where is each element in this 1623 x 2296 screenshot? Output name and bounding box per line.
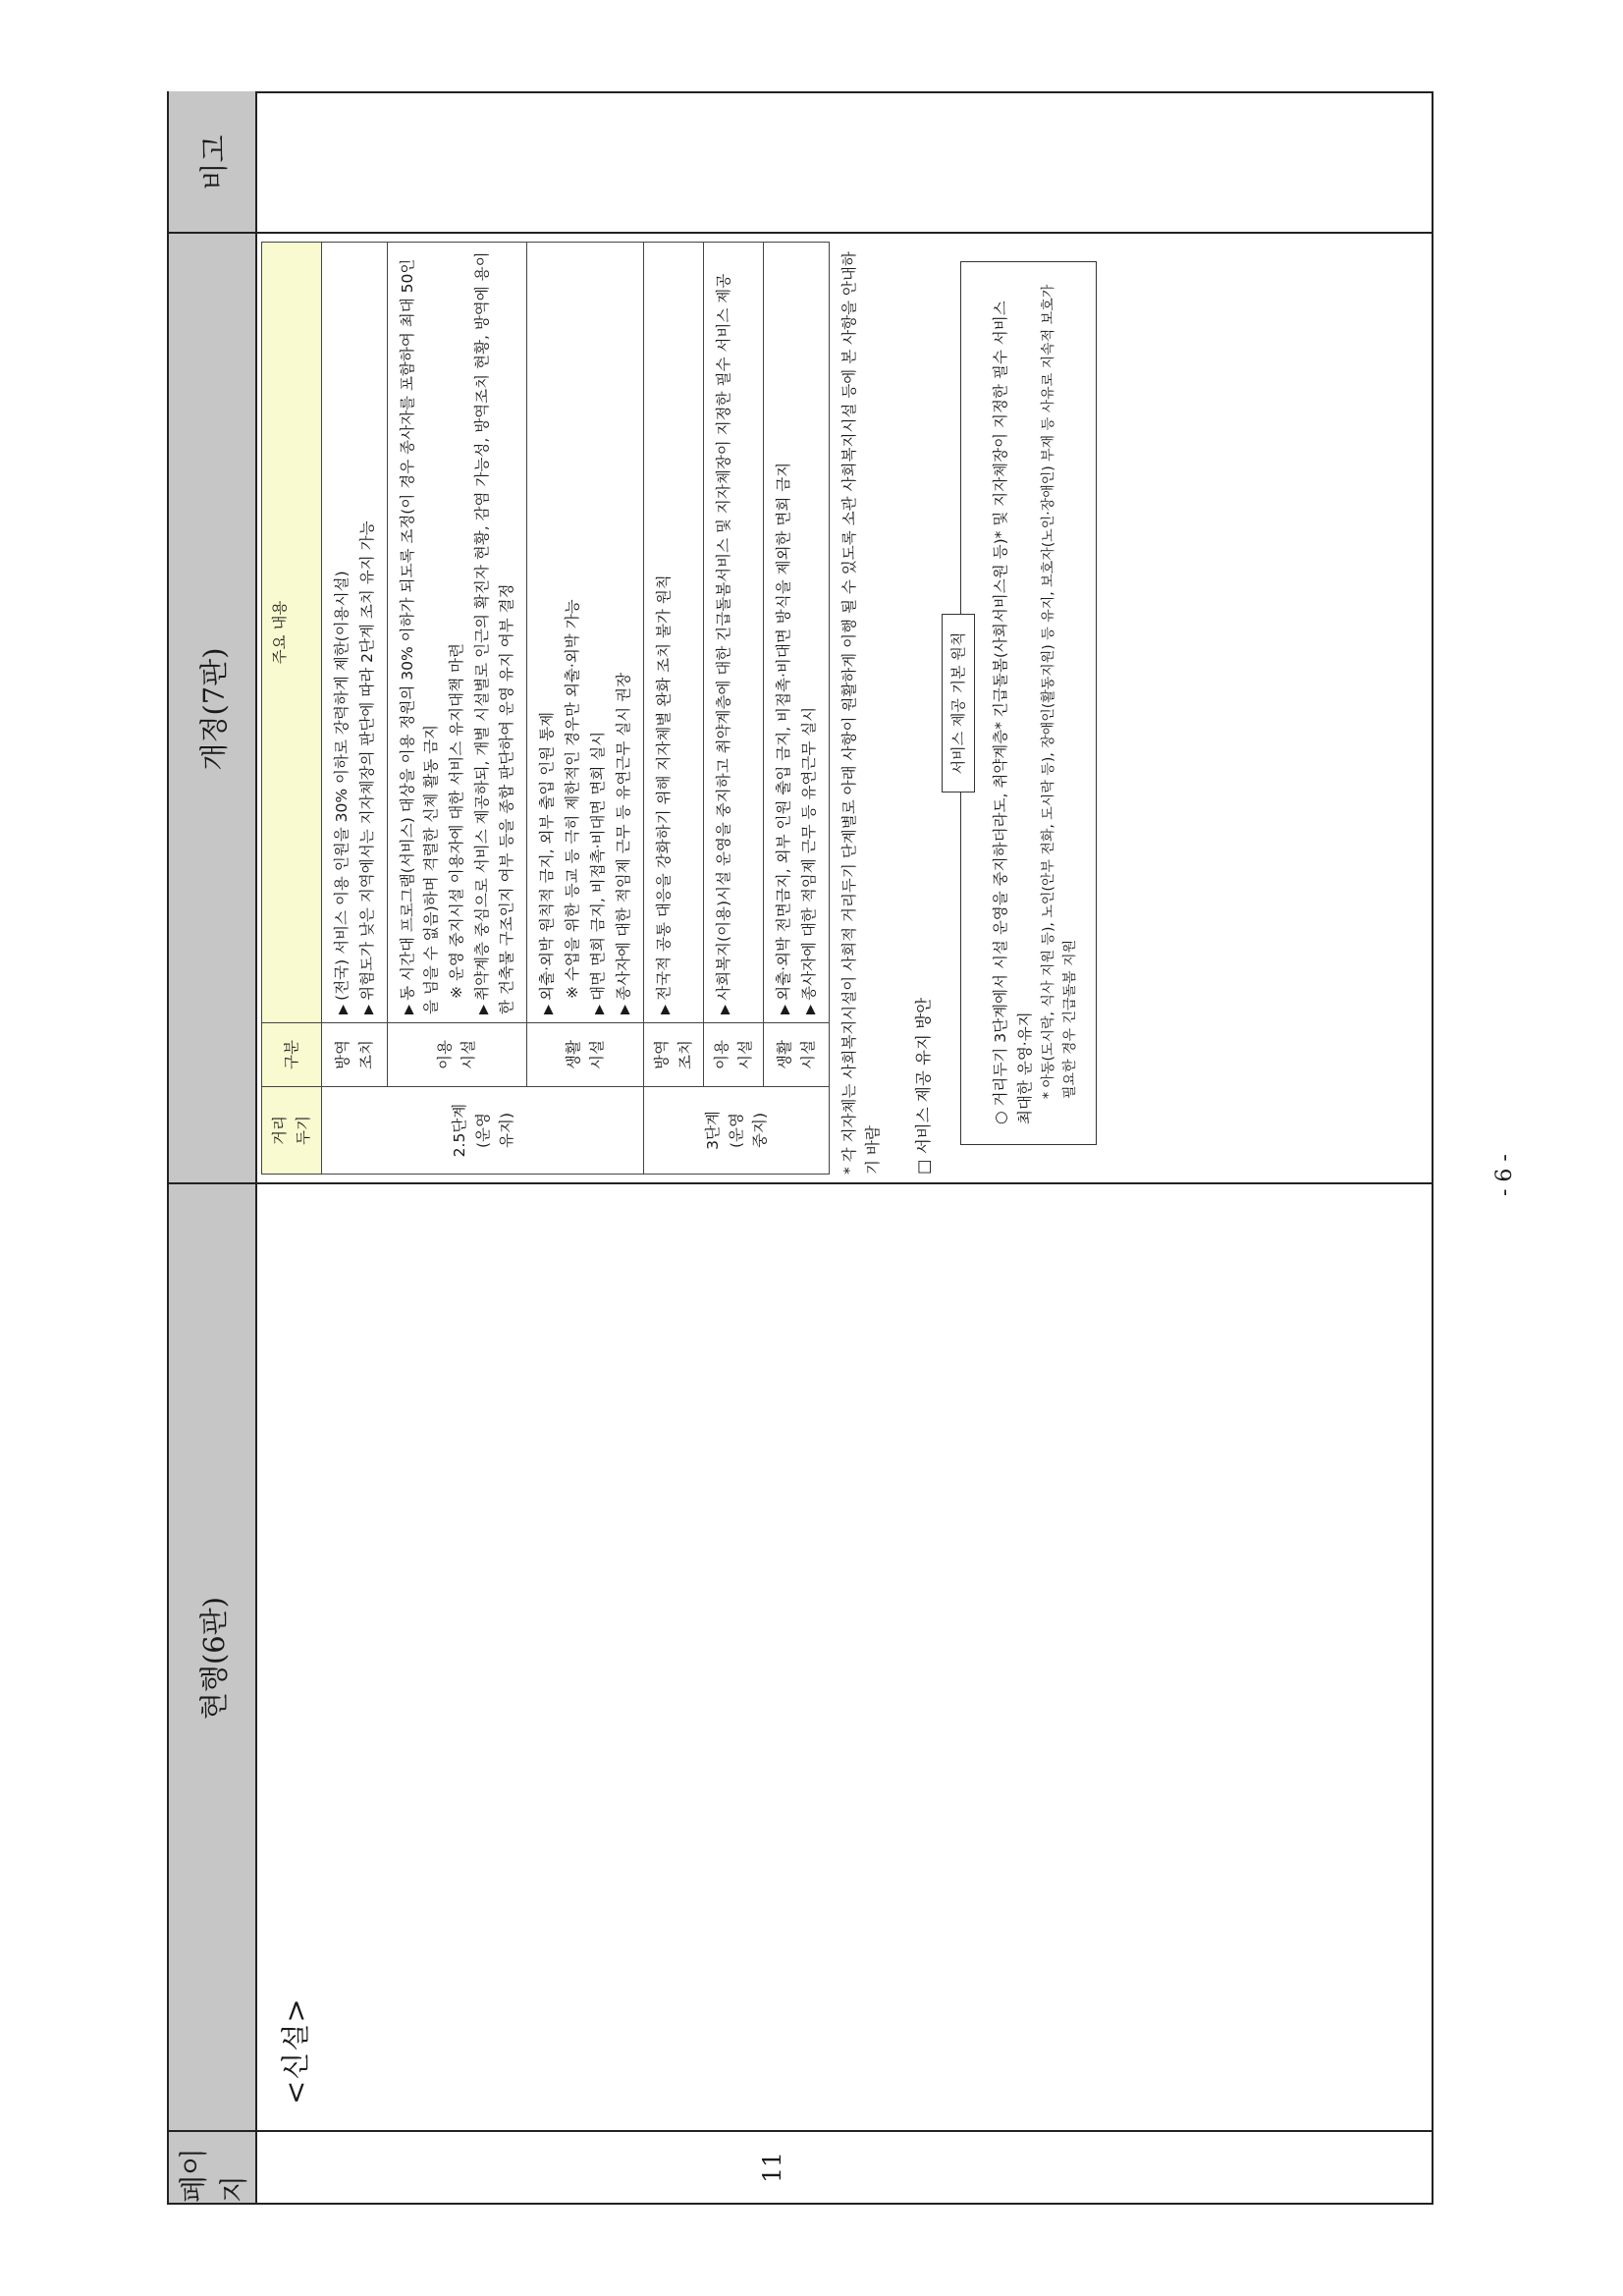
content-cell bbox=[764, 243, 830, 1023]
category-label: 방역 조치 bbox=[322, 1023, 388, 1087]
stage-row bbox=[322, 243, 388, 1175]
stage-row bbox=[388, 243, 526, 1175]
principle-box-title: 서비스 제공 기본 원칙 bbox=[942, 614, 975, 793]
divider bbox=[169, 2130, 1432, 2132]
col-head-dist: 거리 두기 bbox=[262, 1087, 322, 1175]
content-cell bbox=[644, 243, 704, 1023]
bullet-item: ▶ 종사자에 대한 적임제 근무 등 유연근무 실시 권장 bbox=[612, 250, 635, 1014]
stage-row bbox=[764, 243, 830, 1175]
bullet-item: ▶ 종사자에 대한 적임제 근무 등 유연근무 실시 bbox=[797, 250, 821, 1014]
stage-label: 3단계 (운영 중지) bbox=[644, 1087, 830, 1175]
bullet-item: ▶ 사회복지(이용)시설 운영을 중지하고 취약계층에 대한 긴급돌봄서비스 및 지자체장이 지정한 필수 서비스 제공 bbox=[712, 250, 735, 1014]
revised-content bbox=[261, 242, 1097, 1175]
bullet-item: ▶ 외출·외박 전면금지, 외부 인원 출입 금지, 비접촉·비대면 방식을 제외한 면회 금지 bbox=[772, 250, 795, 1014]
stage-label: 2.5단계 (운영 유지) bbox=[322, 1087, 644, 1175]
principle-footnote: * 아동(도시락, 식사 지원 등), 노인(안부 전화, 도시락 등), 장애인(활동지원) 등 유지, 보호자(노인·장애인) 부재 등 사유로 지속적 보호가 필요한 경우 긴급돌봄 지원 bbox=[1040, 284, 1079, 1099]
note-item: ※ 수업을 위한 등교 등 극히 제한적인 경우만 외출·외박 가능 bbox=[563, 599, 581, 999]
category-label: 생활 시설 bbox=[526, 1023, 643, 1087]
category-label: 이용 시설 bbox=[704, 1023, 764, 1087]
header-revised: 개정(7판) bbox=[169, 234, 257, 1184]
header-note: 비고 bbox=[169, 91, 257, 234]
bullet-item: ▶ 대면 면회 금지, 비접촉·비대면 면회 실시 bbox=[586, 250, 610, 1014]
divider bbox=[169, 232, 1432, 234]
note-item: ※ 운영 중지시설 이용자에 대한 서비스 유지대책 마련 bbox=[448, 643, 466, 999]
col-head-cat: 구분 bbox=[262, 1023, 322, 1087]
stage-row bbox=[526, 243, 643, 1175]
content-cell bbox=[526, 243, 643, 1023]
bullet-item: ▶ 전국적 공통 대응을 강화하기 위해 지자체별 완화 조치 불가 원칙 bbox=[652, 250, 676, 1014]
page-footer: - 6 - bbox=[1492, 1154, 1517, 1196]
bullet-item: ▶ 외출·외박 원칙적 금지, 외부 출입 인원 통제 bbox=[535, 250, 559, 1014]
page-number-cell: 11 bbox=[758, 2152, 786, 2183]
bullet-item: ▶ 위험도가 낮은 지역에서는 지자체장의 판단에 따라 2단계 조치 유지 가능 bbox=[355, 250, 379, 1014]
current-text: <신설> bbox=[279, 1997, 312, 2105]
star-note: * 각 지자체는 사회복지시설이 사회적 거리두기 단계별로 아래 사항이 원활하게 이행 될 수 있도록 소관 사회복지시설 등에 본 사항을 안내하기 바람 bbox=[840, 251, 883, 1175]
stage-row bbox=[644, 243, 704, 1175]
principle-line: ○ 거리두기 3단계에서 시설 운영을 중지하더라도, 취약계층* 긴급돌봄(사회서비스원 등)* 및 지자체장이 지정한 필수 서비스 최대한 운영·유지 bbox=[992, 301, 1034, 1124]
content-cell bbox=[322, 243, 388, 1023]
stage-3-rows bbox=[644, 243, 830, 1175]
category-label: 방역 조치 bbox=[644, 1023, 704, 1087]
comparison-table bbox=[167, 91, 1434, 2205]
distancing-table bbox=[261, 242, 830, 1175]
bullet-item: ▶ (전국) 서비스 이용 인원을 30% 이하로 강력하게 제한(이용시설) bbox=[330, 250, 353, 1014]
category-label: 이용 시설 bbox=[388, 1023, 526, 1087]
header-page: 페이지 bbox=[169, 2132, 257, 2203]
category-label: 생활 시설 bbox=[764, 1023, 830, 1087]
header-current: 현행(6판) bbox=[169, 1184, 257, 2132]
divider bbox=[169, 1182, 1432, 1184]
stage-25-rows bbox=[322, 243, 644, 1175]
col-head-content: 주요 내용 bbox=[262, 243, 322, 1023]
stage-row bbox=[704, 243, 764, 1175]
content-cell bbox=[704, 243, 764, 1023]
bullet-item: ▶ 취약계층 중심으로 서비스 제공하되, 개별 시설별로 인근의 확진자 현황, 감염 가능성, 방역조치 현황, 방역에 용이한 건축물 구조인지 여부 등을 종합 판단하여 운영 유지 여부 결정 bbox=[470, 250, 517, 1014]
section-title: □ 서비스 제공 유지 방안 bbox=[914, 997, 934, 1175]
bullet-item: ▶ 동 시간대 프로그램(서비스) 대상을 이용 정원의 30% 이하가 되도록 조정(이 경우 종사자를 포함하여 최대 50인을 넘을 수 없음)하며 격렬한 신체 활동 금지 bbox=[396, 250, 443, 1014]
principle-box bbox=[949, 261, 1096, 1145]
content-cell bbox=[388, 243, 526, 1023]
